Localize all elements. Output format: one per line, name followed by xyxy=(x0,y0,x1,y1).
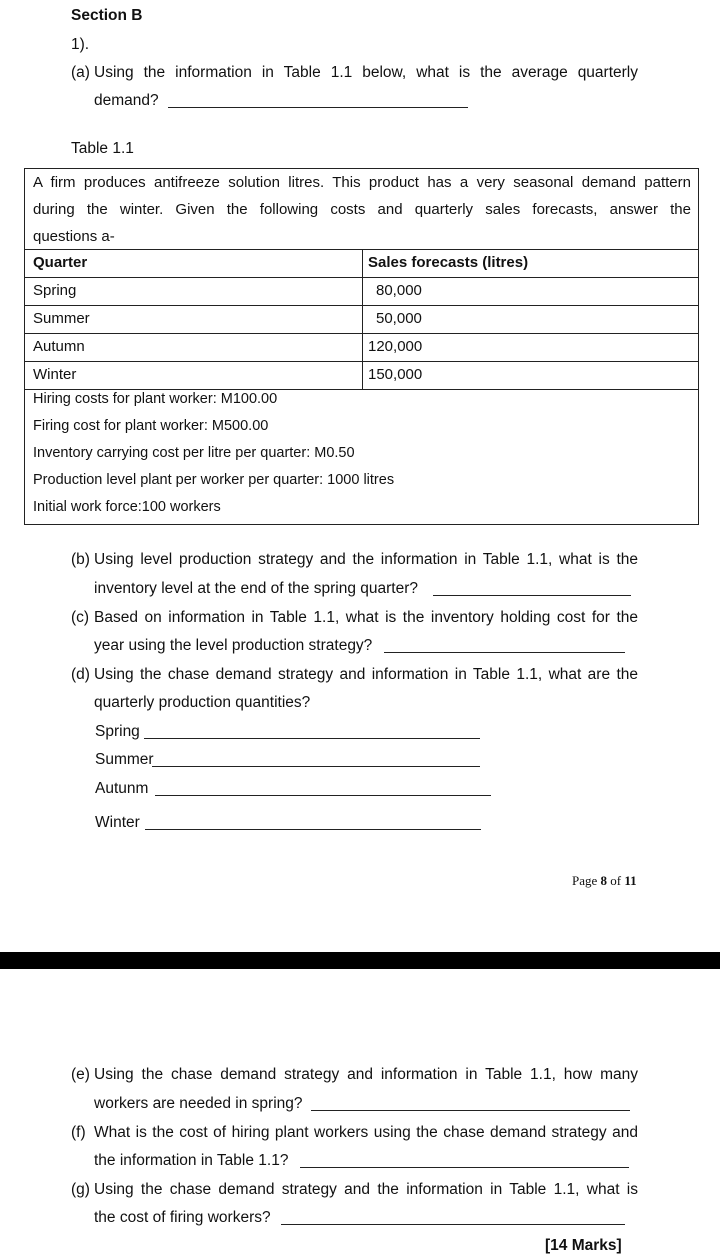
q-d-line1: Using the chase demand strategy and information in Table 1.1, what are the xyxy=(94,666,638,683)
q-f-line1: What is the cost of hiring plant workers using the chase demand strategy and xyxy=(94,1124,638,1141)
answer-autumn-line[interactable] xyxy=(155,795,491,796)
table-intro-line2: during the winter. Given the following costs and quarterly sales forecasts, answer the xyxy=(33,201,691,218)
answer-spring-label: Spring xyxy=(95,723,140,740)
row-sales: 80,000 xyxy=(376,282,422,299)
q-c-line1: Based on information in Table 1.1, what is the inventory holding cost for the xyxy=(94,609,638,626)
page-label: Page xyxy=(572,873,598,888)
table-column-divider xyxy=(362,249,363,389)
row-quarter: Summer xyxy=(33,310,90,327)
q-a-line2: demand? xyxy=(94,92,159,109)
marks-total: [14 Marks] xyxy=(545,1237,622,1254)
header-quarter: Quarter xyxy=(33,254,88,271)
q-f-line2: the information in Table 1.1? xyxy=(94,1152,289,1169)
q-a-line1: Using the information in Table 1.1 below, what is the average quarterly xyxy=(94,64,638,81)
answer-winter-label: Winter xyxy=(95,814,140,831)
page-number xyxy=(572,873,637,889)
cost-firing: Firing cost for plant worker: M500.00 xyxy=(33,418,269,434)
q-d-line2: quarterly production quantities? xyxy=(94,694,311,711)
answer-winter-line[interactable] xyxy=(145,829,481,830)
q-g-label: (g) xyxy=(71,1181,90,1198)
q-g-line2: the cost of firing workers? xyxy=(94,1209,271,1226)
section-title: Section B xyxy=(71,7,143,24)
q-g-answer-line[interactable] xyxy=(281,1224,625,1225)
q-c-answer-line[interactable] xyxy=(384,652,625,653)
table-divider xyxy=(25,389,698,390)
q-b-line1: Using level production strategy and the information in Table 1.1, what is the xyxy=(94,551,638,568)
q-e-line2: workers are needed in spring? xyxy=(94,1095,303,1112)
table-intro-line3: questions a- xyxy=(33,228,115,245)
page-separator xyxy=(0,952,720,969)
row-quarter: Autumn xyxy=(33,338,85,355)
q-c-label: (c) xyxy=(71,609,90,626)
q-f-answer-line[interactable] xyxy=(300,1167,629,1168)
header-sales: Sales forecasts (litres) xyxy=(368,254,529,271)
page-of: of xyxy=(610,873,622,888)
row-quarter: Spring xyxy=(33,282,77,299)
page-current: 8 xyxy=(600,873,608,888)
table-1-1 xyxy=(24,168,699,525)
initial-workforce: Initial work force:100 workers xyxy=(33,499,221,515)
answer-autumn-label: Autunm xyxy=(95,780,149,797)
answer-summer-line[interactable] xyxy=(152,766,480,767)
row-sales: 50,000 xyxy=(376,310,422,327)
q-e-line1: Using the chase demand strategy and information in Table 1.1, how many xyxy=(94,1066,638,1083)
q-a-answer-line[interactable] xyxy=(168,107,468,108)
q-e-label: (e) xyxy=(71,1066,90,1083)
q-b-line2: inventory level at the end of the spring quarter? xyxy=(94,580,418,597)
answer-summer-label: Summer xyxy=(95,751,154,768)
question-number: 1). xyxy=(71,36,90,53)
row-sales: 120,000 xyxy=(368,338,423,355)
cost-inventory: Inventory carrying cost per litre per quarter: M0.50 xyxy=(33,445,355,461)
table-caption: Table 1.1 xyxy=(71,140,134,157)
q-g-line1: Using the chase demand strategy and the information in Table 1.1, what is xyxy=(94,1181,638,1198)
table-intro-line1: A firm produces antifreeze solution litres. This product has a very seasonal demand pattern xyxy=(33,174,691,191)
production-level: Production level plant per worker per quarter: 1000 litres xyxy=(33,472,395,488)
answer-spring-line[interactable] xyxy=(144,738,480,739)
page-total: 11 xyxy=(624,873,637,888)
q-b-answer-line[interactable] xyxy=(433,595,631,596)
q-a-label: (a) xyxy=(71,64,90,81)
q-e-answer-line[interactable] xyxy=(311,1110,630,1111)
q-d-label: (d) xyxy=(71,666,90,683)
cost-hiring: Hiring costs for plant worker: M100.00 xyxy=(33,391,278,407)
q-c-line2: year using the level production strategy? xyxy=(94,637,373,654)
q-b-label: (b) xyxy=(71,551,90,568)
q-f-label: (f) xyxy=(71,1124,86,1141)
row-quarter: Winter xyxy=(33,366,77,383)
row-sales: 150,000 xyxy=(368,366,423,383)
